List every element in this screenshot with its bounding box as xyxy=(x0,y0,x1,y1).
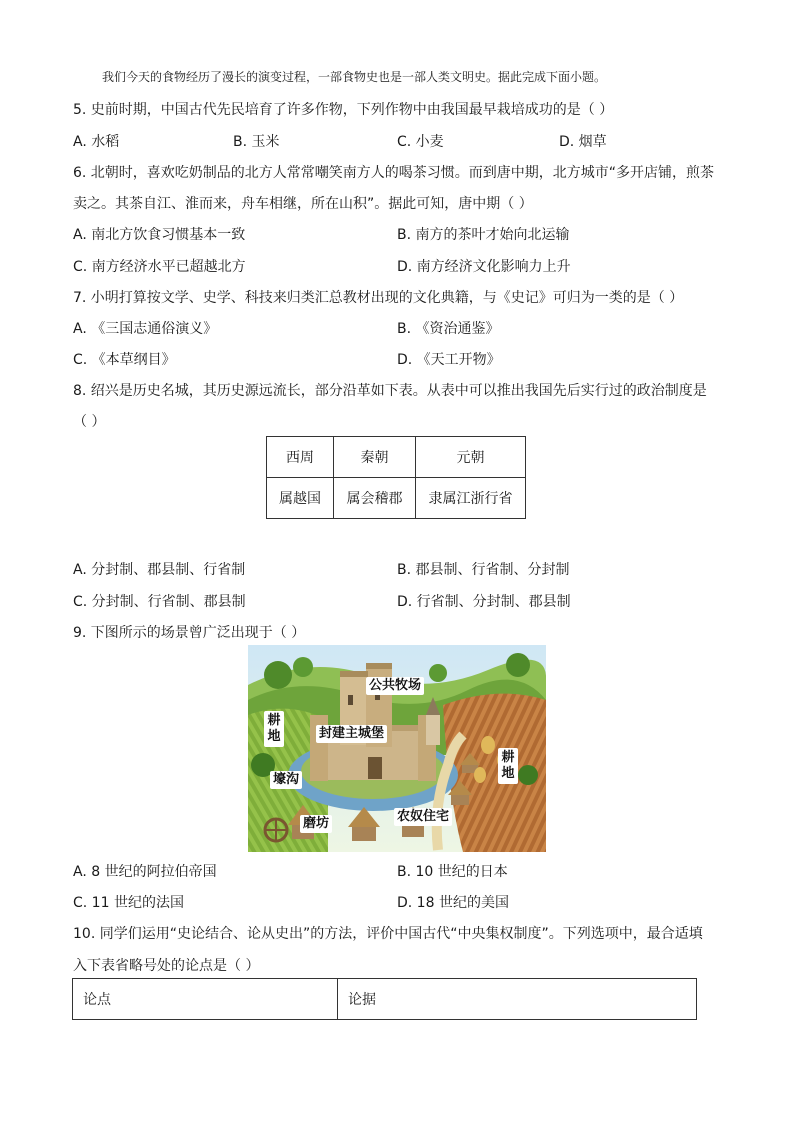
label-moat: 壕沟 xyxy=(270,771,302,789)
manor-illustration xyxy=(248,645,546,852)
question-10-stem-line-2: 入下表省略号处的论点是（ ） xyxy=(73,958,260,974)
question-9-option-b: B. 10 世纪的日本 xyxy=(397,864,508,880)
question-5-option-b: B. 玉米 xyxy=(233,134,280,150)
table-cell: 隶属江浙行省 xyxy=(416,478,526,519)
table-cell: 属会稽郡 xyxy=(334,478,416,519)
table-cell: 元朝 xyxy=(416,437,526,478)
intro-text: 我们今天的食物经历了漫长的演变过程，一部食物史也是一部人类文明史。据此完成下面小题。 xyxy=(102,70,607,84)
question-8-option-d: D. 行省制、分封制、郡县制 xyxy=(397,594,571,610)
question-8-option-a: A. 分封制、郡县制、行省制 xyxy=(73,562,246,578)
label-farmland-left: 耕地 xyxy=(264,711,284,747)
question-10-stem-line-1: 10. 同学们运用“史论结合、论从史出”的方法，评价中国古代“中央集权制度”。下列选项中，最合适填 xyxy=(73,926,703,942)
table-cell: 属越国 xyxy=(267,478,334,519)
table-row xyxy=(267,437,526,478)
question-7-option-d: D. 《天工开物》 xyxy=(397,352,501,368)
shaoxing-history-table xyxy=(266,436,526,519)
table-cell: 西周 xyxy=(267,437,334,478)
question-9-option-d: D. 18 世纪的美国 xyxy=(397,895,509,911)
question-8-option-b: B. 郡县制、行省制、分封制 xyxy=(397,562,570,578)
label-feudal-castle: 封建主城堡 xyxy=(316,725,387,743)
label-farmland-right: 耕地 xyxy=(498,748,518,784)
question-6-option-d: D. 南方经济文化影响力上升 xyxy=(397,259,571,275)
question-7-stem: 7. 小明打算按文学、史学、科技来归类汇总教材出现的文化典籍，与《史记》可归为一类的是（ ） xyxy=(73,290,684,306)
table-cell: 秦朝 xyxy=(334,437,416,478)
question-9-option-c: C. 11 世纪的法国 xyxy=(73,895,184,911)
question-7-option-c: C. 《本草纲目》 xyxy=(73,352,176,368)
argument-table xyxy=(72,978,697,1020)
question-6-option-a: A. 南北方饮食习惯基本一致 xyxy=(73,227,246,243)
question-5-option-c: C. 小麦 xyxy=(397,134,444,150)
question-7-option-a: A. 《三国志通俗演义》 xyxy=(73,321,218,337)
question-9-stem: 9. 下图所示的场景曾广泛出现于（ ） xyxy=(73,625,306,641)
label-common-pasture: 公共牧场 xyxy=(366,677,424,695)
question-6-stem-line-2: 卖之。其茶自江、淮而来，舟车相继，所在山积”。据此可知，唐中期（ ） xyxy=(73,196,533,212)
table-header-argument: 论点 xyxy=(73,979,338,1020)
question-7-option-b: B. 《资治通鉴》 xyxy=(397,321,500,337)
question-5-option-a: A. 水稻 xyxy=(73,134,120,150)
question-5-stem: 5. 史前时期，中国古代先民培育了许多作物，下列作物中由我国最早栽培成功的是（ ） xyxy=(73,102,614,118)
question-8-stem-line-2: （ ） xyxy=(73,414,106,430)
question-5-option-d: D. 烟草 xyxy=(559,134,607,150)
question-6-option-c: C. 南方经济水平已超越北方 xyxy=(73,259,246,275)
table-header-evidence: 论据 xyxy=(338,979,697,1020)
question-8-option-c: C. 分封制、行省制、郡县制 xyxy=(73,594,246,610)
question-8-stem-line-1: 8. 绍兴是历史名城，其历史源远流长，部分沿革如下表。从表中可以推出我国先后实行过的政治制度是 xyxy=(73,383,707,399)
table-row xyxy=(267,478,526,519)
question-9-option-a: A. 8 世纪的阿拉伯帝国 xyxy=(73,864,217,880)
question-6-option-b: B. 南方的茶叶才始向北运输 xyxy=(397,227,570,243)
label-serf-housing: 农奴住宅 xyxy=(394,808,452,826)
table-row xyxy=(73,979,697,1020)
question-6-stem-line-1: 6. 北朝时，喜欢吃奶制品的北方人常常嘲笑南方人的喝茶习惯。而到唐中期，北方城市“多开店铺，煎茶 xyxy=(73,165,715,181)
label-mill: 磨坊 xyxy=(300,815,332,833)
